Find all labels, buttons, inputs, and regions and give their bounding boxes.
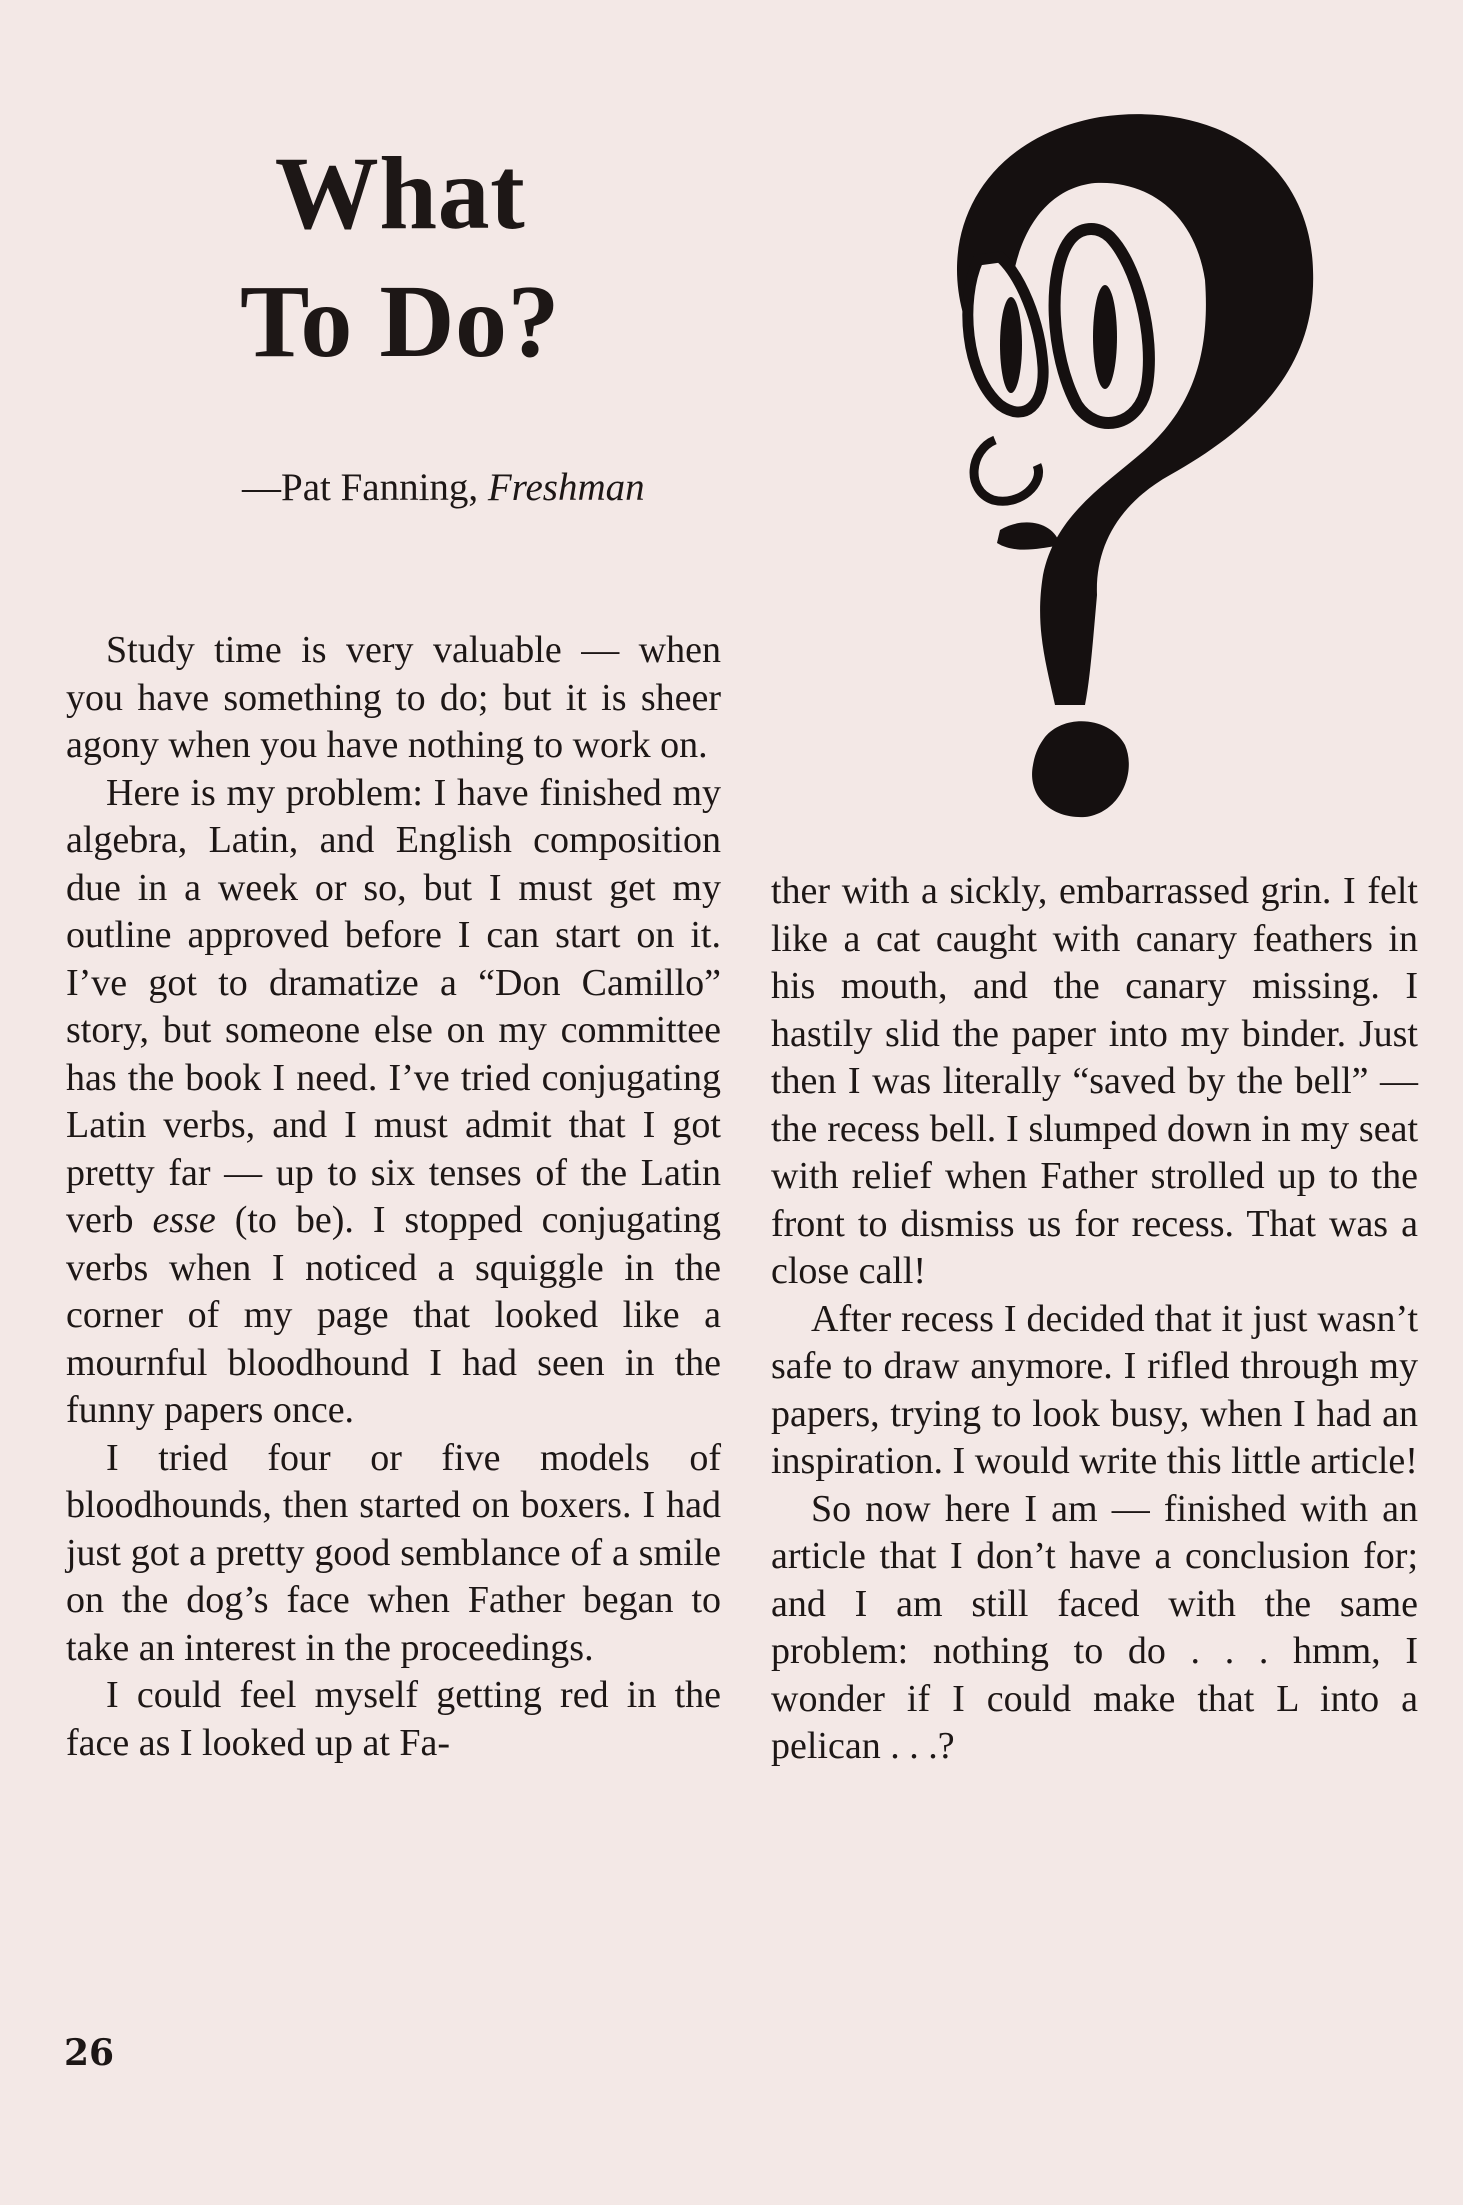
title-line-1: What xyxy=(274,136,526,251)
paragraph-text: (to be). I stopped conjugating verbs when I noticed a squiggle in the corner of my page that looked like a mournful bloodhound I had seen in the funny papers once. xyxy=(66,1199,721,1431)
question-mark-dot xyxy=(1032,721,1129,817)
paragraph xyxy=(66,770,721,1435)
question-mark-face-icon xyxy=(925,105,1325,825)
right-column xyxy=(771,868,1418,1771)
article-title xyxy=(170,130,630,386)
nose xyxy=(974,440,1038,501)
page-number: 26 xyxy=(64,2032,115,2074)
paragraph-continued: ther with a sickly, embarrassed grin. I felt like a cat caught with canary feathers in his mouth, and the canary missing. I hastily slid the paper into my binder. Just then I was literally “saved by the bell” — the recess bell. I slumped down in my seat with relief when Father strolled up to the front to dismiss us for recess. That was a close call! xyxy=(771,870,1418,1292)
paragraph: After recess I decided that it just wasn’t safe to draw anymore. I rifled through my papers, trying to look busy, when I had an inspiration. I would write this little article! xyxy=(771,1297,1418,1482)
paragraph-text: Here is my problem: I have finished my algebra, Latin, and English composition due in a week or so, but I must get my outline approved before I can start on it. I’ve got to dramatize a “Don Camillo” story, but someone else on my committee has the book I need. I’ve tried conjugating Latin verbs, and I must admit that I got pretty far — up to six tenses of the Latin verb xyxy=(66,771,721,1241)
byline-role: Freshman xyxy=(487,466,645,509)
title-line-2: To Do? xyxy=(240,264,560,379)
byline-author: —Pat Fanning, xyxy=(242,466,488,509)
paragraph: I could feel myself getting red in the face as I looked up at Fa- xyxy=(66,1674,721,1764)
paragraph: I tried four or five models of bloodhounds, then started on boxers. I had just got a pretty good semblance of a smile on the dog’s face when Father began to take an interest in the proceedings. xyxy=(66,1436,721,1669)
mouth xyxy=(997,522,1060,549)
left-eye xyxy=(968,257,1043,412)
latin-term: esse xyxy=(152,1199,216,1241)
left-column xyxy=(66,627,721,1767)
paragraph: Study time is very valuable — when you have something to do; but it is sheer agony when you have nothing to work on. xyxy=(66,629,721,766)
right-eye xyxy=(1055,229,1149,423)
paragraph: So now here I am — finished with an article that I don’t have a conclusion for; and I am still faced with the same problem: nothing to do . . . hmm, I wonder if I could make that L into a pelican . . .? xyxy=(771,1487,1418,1767)
byline xyxy=(242,463,742,513)
